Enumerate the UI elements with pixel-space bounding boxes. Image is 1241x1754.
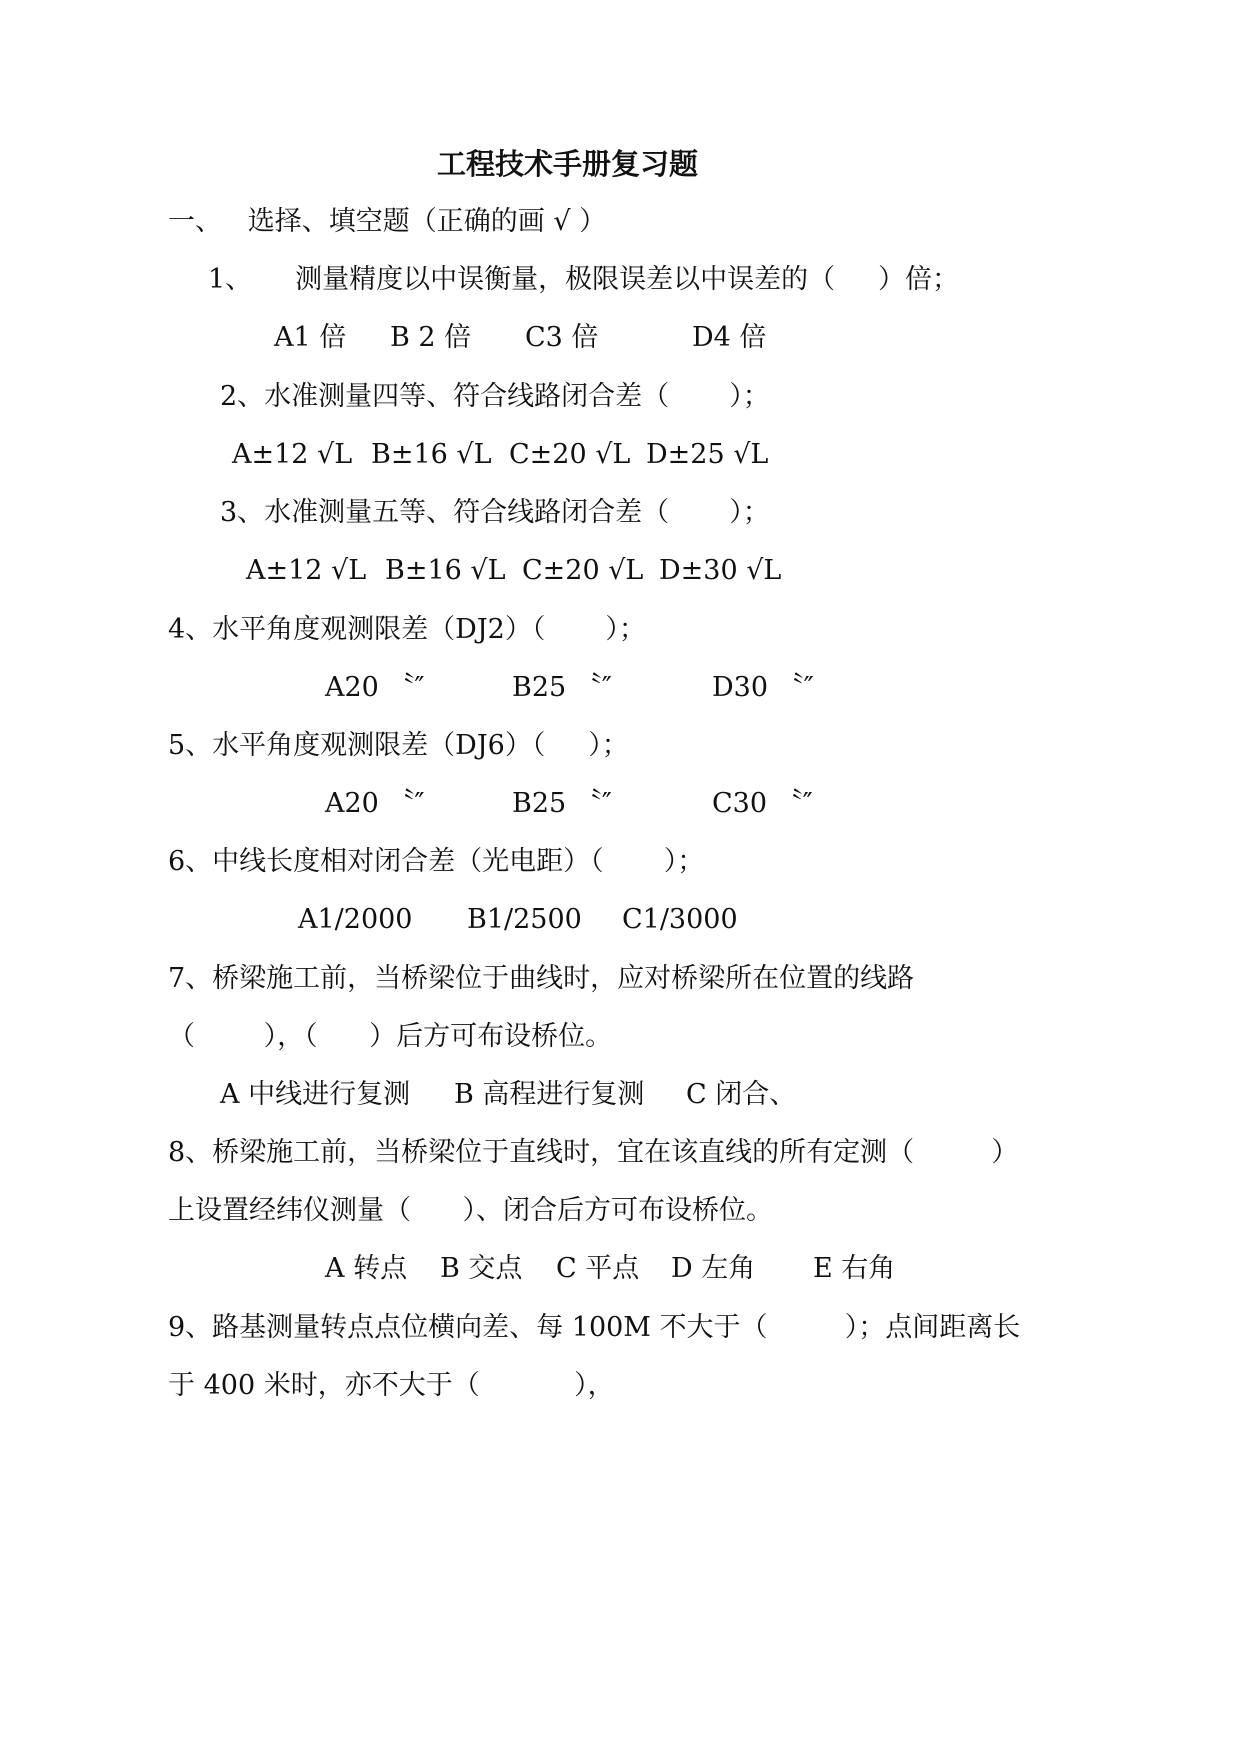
- question-4-option-d: D30 〝″: [712, 672, 814, 703]
- question-1-option-a: A1 倍: [274, 322, 347, 353]
- question-8-option-a: A 转点: [325, 1253, 408, 1284]
- question-6-option-b: B1/2500: [467, 904, 582, 935]
- question-3-text: 3、水准测量五等、符合线路闭合差（ ）；: [220, 497, 770, 528]
- question-9-text-line-1: 9、路基测量转点点位横向差、每 100M 不大于（ ）；点间距离长: [168, 1312, 1021, 1343]
- question-4-text: 4、水平角度观测限差（DJ2）（ ）；: [168, 614, 646, 645]
- question-8-option-b: B 交点: [440, 1253, 523, 1284]
- question-5-option-a: A20 〝″: [325, 788, 425, 819]
- question-5-option-b: B25 〝″: [512, 788, 612, 819]
- question-3-option-c: C±20 √L: [522, 555, 644, 586]
- question-2-option-d: D±25 √L: [646, 439, 769, 470]
- section-heading: 一、 选择、填空题（正确的画 √ ）: [168, 206, 607, 237]
- question-1-option-d: D4 倍: [692, 322, 767, 353]
- question-7-option-a: A 中线进行复测: [220, 1079, 411, 1110]
- question-1-text: 1、 测量精度以中误衡量，极限误差以中误差的（ ）倍；: [208, 264, 960, 295]
- question-1-option-b: B 2 倍: [390, 322, 472, 353]
- document-title: 工程技术手册复习题: [437, 147, 699, 181]
- question-5-option-c: C30 〝″: [712, 788, 813, 819]
- question-6-text: 6、中线长度相对闭合差（光电距）（ ）；: [168, 846, 705, 877]
- question-3-option-d: D±30 √L: [659, 555, 782, 586]
- question-2-option-c: C±20 √L: [509, 439, 631, 470]
- question-7-option-c: C 闭合、: [686, 1079, 797, 1110]
- question-7-text-line-2: （ ），（ ）后方可布设桥位。: [168, 1021, 613, 1052]
- question-8-option-e: E 右角: [813, 1253, 896, 1284]
- question-6-option-c: C1/3000: [622, 904, 738, 935]
- question-2-text: 2、水准测量四等、符合线路闭合差（ ）；: [220, 381, 770, 412]
- question-5-text: 5、水平角度观测限差（DJ6）（ ）；: [168, 730, 629, 761]
- question-3-option-b: B±16 √L: [385, 555, 506, 586]
- question-6-option-a: A1/2000: [298, 904, 413, 935]
- question-7-option-b: B 高程进行复测: [454, 1079, 645, 1110]
- question-2-option-b: B±16 √L: [371, 439, 492, 470]
- question-8-option-d: D 左角: [671, 1253, 756, 1284]
- question-2-option-a: A±12 √L: [232, 439, 353, 470]
- question-3-option-a: A±12 √L: [246, 555, 367, 586]
- question-8-text-line-2: 上设置经纬仪测量（ ）、闭合后方可布设桥位。: [168, 1195, 773, 1226]
- question-9-text-line-2: 于 400 米时，亦不大于（ ），: [168, 1370, 615, 1401]
- question-7-text-line-1: 7、桥梁施工前，当桥梁位于曲线时，应对桥梁所在位置的线路: [168, 963, 915, 994]
- question-8-text-line-1: 8、桥梁施工前，当桥梁位于直线时，宜在该直线的所有定测（ ）: [168, 1137, 1019, 1168]
- question-8-option-c: C 平点: [556, 1253, 640, 1284]
- question-4-option-b: B25 〝″: [512, 672, 612, 703]
- question-4-option-a: A20 〝″: [325, 672, 425, 703]
- question-1-option-c: C3 倍: [525, 322, 599, 353]
